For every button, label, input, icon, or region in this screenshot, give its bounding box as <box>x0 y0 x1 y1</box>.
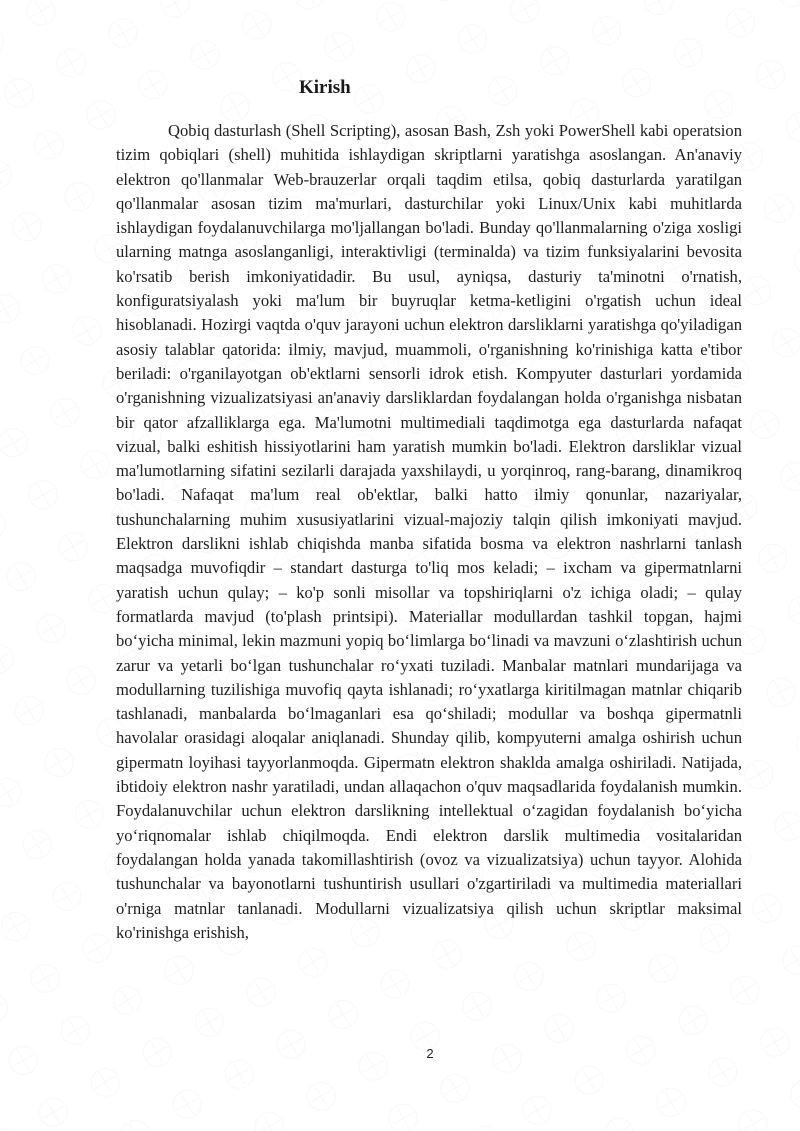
page-number: 2 <box>426 1046 434 1061</box>
body-paragraph: Qobiq dasturlash (Shell Scripting), asosan Bash, Zsh yoki PowerShell kabi operatsion tizim qobiqlari (shell) muhitida ishlaydigan skriptlarni yaratishga asoslangan. An'anaviy elektron qo'llanmalar Web-brauzerlar orqali taqdim etilsa, qobiq dasturlarda yaratilgan qo'llanmalar asosan tizim ma'murlari, dasturchilar yoki Linux/Unix kabi muhitlarda ishlaydigan foydalanuvchilarga mo'ljallangan bo'ladi. Bunday qo'llanmalarning o'ziga xosligi ularning matnga asoslanganligi, interaktivligi (terminalda) va tizim funksiyalarini bevosita ko'rsatib berish imkoniyatidadir. Bu usul, ayniqsa, dasturiy ta'minotni o'rnatish, konfiguratsiyalash yoki ma'lum bir buyruqlar ketma-ketligini o'rgatish uchun ideal hisoblanadi. Hozirgi vaqtda o'quv jarayoni uchun elektron darsliklarni yaratishga qo'yiladigan asosiy talablar qatorida: ilmiy, mavjud, muammoli, o'rganishning ko'rinishiga katta e'tibor beriladi: o'rganilayotgan ob'ektlarni sensorli idrok etish. Kompyuter dasturlari yordamida o'rganishning vizualizatsiyasi an'anaviy darsliklardan foydalangan holda o'rganishga nisbatan bir qator afzalliklarga ega. Ma'lumotni multimediali taqdimotga ega dasturlarda nafaqat vizual, balki eshitish hissiyotlarini ham yaratish mumkin bo'ladi. Elektron darsliklar vizual ma'lumotlarning sifatini sezilarli darajada yaxshilaydi, u yorqinroq, rang-barang, dinamikroq bo'ladi. Nafaqat ma'lum real ob'ektlar, balki hatto ilmiy qonunlar, nazariyalar, tushunchalarning muhim xususiyatlarini vizual-majoziy talqin qilish imkoniyati mavjud. Elektron darslikni ishlab chiqishda manba sifatida bosma va elektron nashrlarni tanlash maqsadga muvofiqdir – standart dasturga to'liq mos keladi; – ixcham va gipermatnlarni yaratish uchun qulay; – ko'p sonli misollar va topshiriqlarni o'z ichiga oladi; – qulay formatlarda mavjud (to'plash printsipi). Materiallar modullardan tashkil topgan, hajmi bo‘yicha minimal, lekin mazmuni yopiq bo‘limlarga bo‘linadi va mavzuni o‘zlashtirish uchun zarur va yetarli bo‘lgan tushunchalar ro‘yxati tuziladi. Manbalar matnlari mundarijaga va modullarning tuzilishiga muvofiq qayta ishlanadi; ro‘yxatlarga kiritilmagan matnlar chiqarib tashlanadi, manbalarda bo‘lmaganlari esa qo‘shiladi; modullar va boshqa gipermatnli havolalar orasidagi aloqalar aniqlanadi. Shunday qilib, kompyuterni amalga oshirish uchun gipermatn loyihasi tayyorlanmoqda. Gipermatn elektron shaklda amalga oshiriladi. Natijada, ibtidoiy elektron nashr yaratiladi, undan allaqachon o'quv maqsadlarida foydalanish mumkin. Foydalanuvchilar uchun elektron darslikning intellektual o‘zagidan foydalanish bo‘yicha yo‘riqnomalar ishlab chiqilmoqda. Endi elektron darslik multimedia vositalaridan foydalangan holda yanada takomillashtirish (ovoz va vizualizatsiya) uchun tayyor. Alohida tushunchalar va bayonotlarni tushuntirish usullari o'zgartiriladi va multimedia materiallari o'rniga matnlar tanlanadi. Modullarni vizualizatsiya qilish uchun skriptlar maksimal ko'rinishga erishish, <box>116 121 742 942</box>
page-title: Kirish <box>299 77 351 98</box>
